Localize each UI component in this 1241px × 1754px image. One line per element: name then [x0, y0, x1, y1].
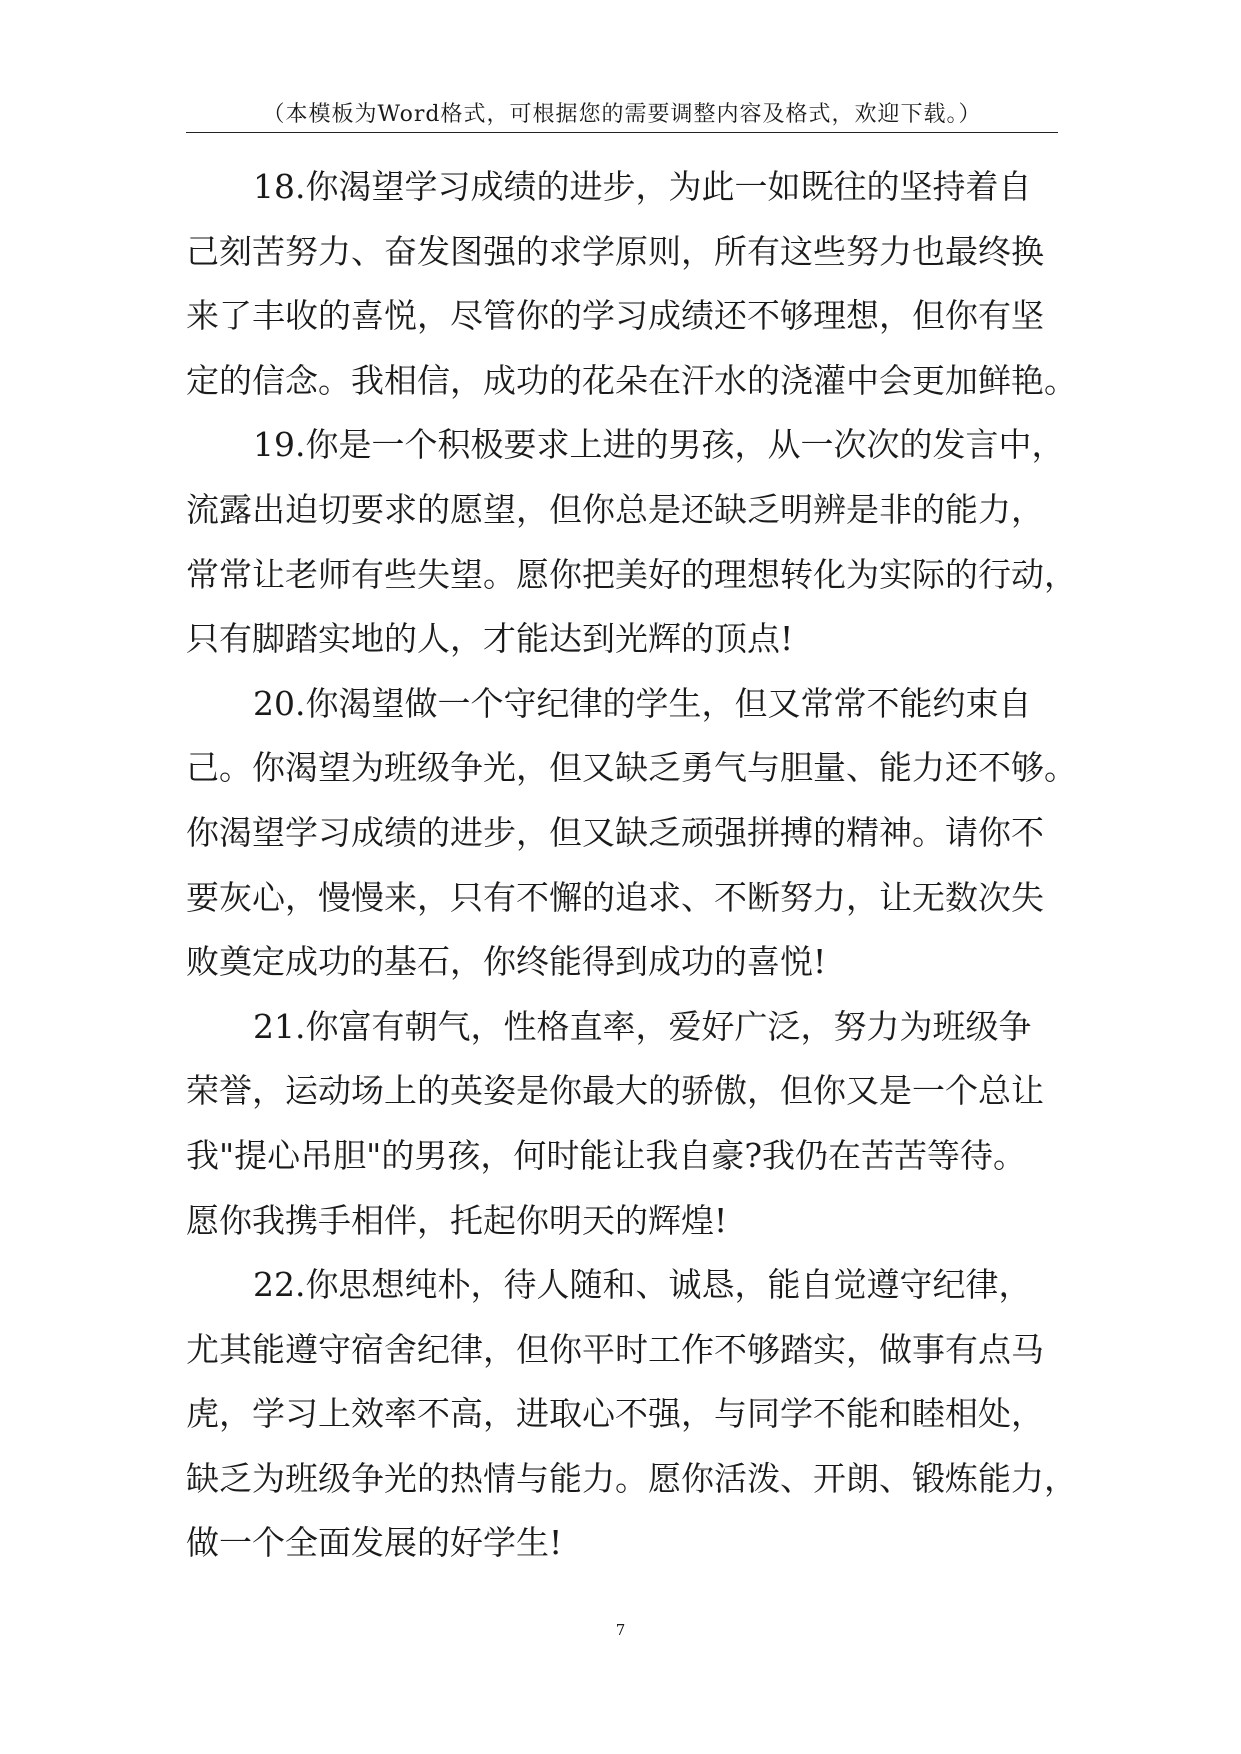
paragraph-line: 只有脚踏实地的人，才能达到光辉的顶点! — [186, 619, 794, 659]
paragraph-line: 22.你思想纯朴，待人随和、诚恳，能自觉遵守纪律， — [253, 1265, 1032, 1305]
paragraph-line: 来了丰收的喜悦，尽管你的学习成绩还不够理想，但你有坚 — [186, 296, 1044, 336]
paragraph-line: 荣誉，运动场上的英姿是你最大的骄傲，但你又是一个总让 — [186, 1071, 1044, 1111]
paragraph-line: 19.你是一个积极要求上进的男孩，从一次次的发言中， — [253, 425, 1065, 465]
paragraph-line: 己刻苦努力、奋发图强的求学原则，所有这些努力也最终换 — [186, 231, 1044, 271]
document-body — [186, 155, 1077, 1576]
paragraph-line: 流露出迫切要求的愿望，但你总是还缺乏明辨是非的能力， — [186, 489, 1044, 529]
paragraph-line: 我"提心吊胆"的男孩，何时能让我自豪?我仍在苦苦等待。 — [186, 1135, 1027, 1175]
paragraph-line: 21.你富有朝气，性格直率，爱好广泛，努力为班级争 — [253, 1006, 1032, 1046]
paragraph-line: 定的信念。我相信，成功的花朵在汗水的浇灌中会更加鲜艳。 — [186, 360, 1077, 400]
paragraph-line: 要灰心，慢慢来，只有不懈的追求、不断努力，让无数次失 — [186, 877, 1044, 917]
template-note: （本模板为Word格式，可根据您的需要调整内容及格式，欢迎下载。） — [262, 102, 982, 127]
paragraph-22 — [186, 1253, 1077, 1576]
paragraph-18 — [186, 155, 1077, 413]
header-divider — [186, 132, 1058, 133]
paragraph-line: 败奠定成功的基石，你终能得到成功的喜悦! — [186, 942, 827, 982]
paragraph-line: 你渴望学习成绩的进步，但又缺乏顽强拼搏的精神。请你不 — [186, 812, 1044, 852]
paragraph-20 — [186, 672, 1077, 995]
paragraph-line: 尤其能遵守宿舍纪律，但你平时工作不够踏实，做事有点马 — [186, 1329, 1044, 1369]
paragraph-19 — [186, 413, 1077, 671]
paragraph-line: 愿你我携手相伴，托起你明天的辉煌! — [186, 1200, 728, 1240]
paragraph-21 — [186, 995, 1058, 1253]
paragraph-line: 常常让老师有些失望。愿你把美好的理想转化为实际的行动， — [186, 554, 1077, 594]
paragraph-line: 做一个全面发展的好学生! — [186, 1523, 563, 1563]
paragraph-line: 20.你渴望做一个守纪律的学生，但又常常不能约束自 — [253, 683, 1032, 723]
paragraph-line: 18.你渴望学习成绩的进步，为此一如既往的坚持着自 — [253, 167, 1032, 206]
paragraph-line: 己。你渴望为班级争光，但又缺乏勇气与胆量、能力还不够。 — [186, 748, 1077, 788]
paragraph-line: 虎，学习上效率不高，进取心不强，与同学不能和睦相处， — [186, 1394, 1044, 1434]
paragraph-line: 缺乏为班级争光的热情与能力。愿你活泼、开朗、锻炼能力， — [186, 1458, 1077, 1498]
page-number: 7 — [615, 1621, 626, 1639]
